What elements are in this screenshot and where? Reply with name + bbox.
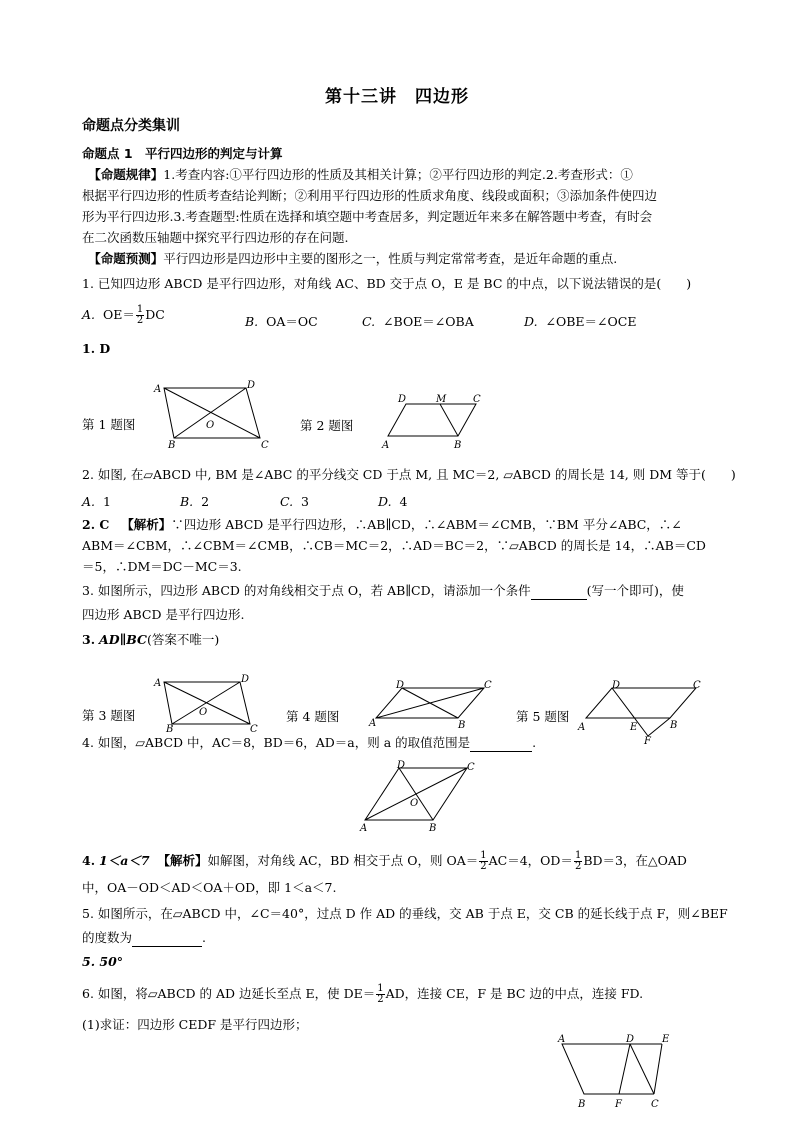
frac-den: 2 [574, 861, 582, 872]
q1-answer: 1. D [82, 341, 111, 356]
q5-stem-text-2: 的度数为 [82, 930, 133, 945]
q2-answer-text-1: ∵四边形 ABCD 是平行四边形，∴AB∥CD，∴∠ABM＝∠CMB，∵BM 平分∠ABC，∴∠ [171, 517, 682, 532]
q3-answer [82, 631, 219, 648]
q6-label-f: F [615, 1099, 622, 1110]
frac-num: 1 [574, 850, 582, 861]
frac-num: 1 [480, 850, 487, 861]
fig3-label-o: O [199, 707, 208, 718]
fig2-label-b: B [454, 440, 462, 451]
q6-label-b: B [578, 1099, 586, 1110]
q3-answer-note: (答案不唯一) [146, 632, 220, 647]
fig5-label: 第 5 题图 [516, 709, 570, 724]
fig4-label-a: A [369, 718, 377, 729]
q3-stem-text-a: 3. 如图所示，四边形 ABCD 的对角线相交于点 O，若 AB∥CD，请添加一个条件 [82, 583, 531, 598]
fig1-label-d: D [247, 380, 256, 391]
q4-fraction-2 [574, 851, 582, 872]
q6-label-a: A [558, 1034, 566, 1045]
q2-answer-num: 2. C [82, 517, 110, 532]
q6-label-d: D [626, 1034, 635, 1045]
q1-option-c-label: C. [362, 314, 376, 329]
fig4-diagram [366, 678, 496, 730]
fig2-segment-bm [440, 404, 458, 436]
guide-line-4: 在二次函数压轴题中探究平行四边形的存在问题. [82, 230, 349, 245]
q4-answer-text-3: BD＝3，在△OAD [583, 853, 687, 868]
q1-option-d [524, 312, 636, 330]
guide-text-1: 1.考查内容:①平行四边形的性质及其相关计算；②平行四边形的判定.2.考查形式：① [163, 167, 633, 182]
q5-answer: 5. 50° [82, 954, 124, 969]
q3-stem-line-2: 四边形 ABCD 是平行四边形. [82, 607, 245, 622]
point-heading: 命题点 1 平行四边形的判定与计算 [82, 146, 283, 161]
q1-option-d-text: ∠OBE＝∠OCE [545, 314, 637, 329]
guide-line-3: 形为平行四边形.3.考查题型:性质在选择和填空题中考查居多，判定题近年来多在解答题中考查，有时会 [82, 209, 653, 224]
fig5-label-d: D [612, 680, 621, 691]
predict-line [82, 250, 617, 267]
q1-option-b [245, 312, 318, 330]
fig2-label-c: C [473, 394, 481, 405]
fig5-label-a: A [578, 722, 586, 733]
q6-stem [82, 984, 643, 1005]
q1-option-c-text: ∠BOE＝∠OBA [383, 314, 474, 329]
q6-label-e: E [662, 1034, 670, 1045]
q4-label-c: C [467, 762, 475, 773]
q2-option-b-text: 2 [201, 494, 210, 509]
fig2-diagram [378, 390, 488, 452]
fig5-diagram [574, 678, 704, 746]
q1-option-c [362, 312, 474, 330]
q4-diagonal-ca [365, 768, 467, 820]
q2-option-b-label: B. [180, 494, 194, 509]
q2-option-d [378, 494, 407, 509]
q2-option-d-text: 4 [399, 494, 408, 509]
fig5-extension-bf [648, 718, 670, 736]
q2-option-a-text: 1 [102, 494, 111, 509]
frac-den: 2 [136, 315, 144, 326]
fig5-label-f: F [644, 736, 651, 746]
q6-stem-text-a: 6. 如图，将▱ABCD 的 AD 边延长至点 E，使 DE＝ [82, 986, 376, 1001]
fig2-label: 第 2 题图 [300, 418, 354, 433]
fig1-label: 第 1 题图 [82, 417, 136, 432]
q1-option-a-fraction [136, 305, 144, 326]
fig5-label-c: C [693, 680, 701, 691]
fig3-label: 第 3 题图 [82, 708, 136, 723]
fig5-parallelogram [586, 688, 696, 718]
q5-stem-line-1: 5. 如图所示，在▱ABCD 中，∠C＝40°，过点 D 作 AD 的垂线，交 AB 于点 E，交 CB 的延长线于点 F，则∠BEF [82, 906, 728, 921]
fig3-diagram [150, 672, 265, 734]
q6-segment-ec [654, 1044, 662, 1094]
q4-stem: 4. 如图，▱ABCD 中，AC＝8，BD＝6，AD＝a，则 a 的取值范围是 . [82, 735, 537, 750]
fig1-diagram [150, 380, 275, 450]
q1-option-a [82, 305, 165, 326]
q6-parallelogram-abcd [562, 1044, 662, 1094]
q3-answer-num: 3. [82, 632, 96, 647]
q4-answer-range: 1＜a＜7 [99, 853, 150, 868]
guide-tag: 【命题规律】 [94, 167, 164, 182]
fig4-label-c: C [484, 680, 492, 691]
predict-tag: 【命题预测】 [94, 251, 164, 266]
q4-label-o: O [410, 798, 419, 809]
q2-option-c-text: 3 [301, 494, 309, 509]
q2-option-d-label: D. [378, 494, 392, 509]
fig1-label-o: O [206, 420, 215, 431]
q1-option-d-label: D. [524, 314, 538, 329]
section-heading: 命题点分类集训 [82, 118, 180, 134]
frac-num: 1 [136, 304, 144, 315]
q4-solution-diagram [355, 758, 485, 836]
guide-line-2: 根据平行四边形的性质考查结论判断；②利用平行四边形的性质求角度、线段或面积；③添加条件使四边 [82, 188, 658, 203]
q1-option-b-text: OA＝OC [266, 314, 318, 329]
q4-label-b: B [429, 823, 437, 834]
guide-line-1 [82, 166, 633, 183]
q4-label-d: D [397, 760, 406, 771]
fig4-label-b: B [458, 720, 466, 730]
frac-den: 2 [480, 861, 487, 872]
q5-stem-line-2: 的度数为 . [82, 930, 206, 945]
frac-den: 2 [377, 994, 384, 1005]
q1-option-a-post: DC [145, 307, 165, 322]
q5-blank [132, 929, 202, 947]
q3-blank [531, 582, 587, 600]
q2-answer-line-2: ABM＝∠CBM，∴∠CBM＝∠CMB，∴CB＝MC＝2，∴AD＝BC＝2，∵▱ABCD 的周长是 14，∴AB＝CD [82, 538, 706, 553]
q2-option-c [280, 494, 309, 509]
q6-part-1: (1)求证：四边形 CEDF 是平行四边形； [82, 1017, 308, 1032]
q4-answer-text-1: 如解图，对角线 AC，BD 相交于点 O，则 OA＝ [207, 853, 479, 868]
q4-stem-text: 4. 如图，▱ABCD 中，AC＝8，BD＝6，AD＝a，则 a 的取值范围是 [82, 735, 471, 750]
fig3-label-a: A [154, 678, 162, 689]
fig4-label-d: D [396, 680, 405, 691]
fig2-parallelogram [388, 404, 476, 436]
q2-option-a-label: A. [82, 494, 96, 509]
fig3-label-b: B [166, 724, 174, 734]
q3-answer-text: AD∥BC [99, 632, 147, 647]
q4-answer-tag: 【解析】 [157, 853, 208, 868]
fig2-label-m: M [436, 394, 447, 405]
fig3-label-c: C [250, 724, 258, 734]
fig1-label-a: A [154, 384, 162, 395]
predict-text: 平行四边形是四边形中主要的图形之一，性质与判定常常考查，是近年命题的重点. [163, 251, 618, 266]
q6-fraction [376, 984, 384, 1005]
q6-segment-dc [630, 1044, 654, 1094]
fig5-label-b: B [670, 720, 678, 731]
q1-option-a-pre: OE＝ [102, 307, 135, 322]
q1-option-a-label: A. [82, 307, 96, 322]
q6-label-c: C [651, 1099, 659, 1110]
q2-answer-line-1 [82, 516, 682, 533]
fig5-label-e: E [630, 722, 638, 733]
q6-stem-text-b: AD，连接 CE，F 是 BC 边的中点，连接 FD. [385, 986, 644, 1001]
q4-blank [470, 734, 532, 752]
q4-answer-line-1 [82, 851, 687, 872]
page-title: 第十三讲 四边形 [325, 87, 469, 107]
fig1-label-c: C [261, 440, 269, 450]
fig4-label: 第 4 题图 [286, 709, 340, 724]
fig2-label-a: A [382, 440, 390, 451]
q1-stem: 1. 已知四边形 ABCD 是平行四边形，对角线 AC、BD 交于点 O，E 是 BC 的中点，以下说法错误的是( ) [82, 276, 692, 291]
q4-label-a: A [360, 823, 368, 834]
frac-num: 1 [377, 983, 384, 994]
fig4-diagonal-ca [376, 688, 484, 718]
q6-diagram [552, 1030, 692, 1112]
q2-option-c-label: C. [280, 494, 294, 509]
q4-answer-text-2: AC＝4，OD＝ [488, 853, 573, 868]
q4-fraction-1 [479, 851, 487, 872]
q2-answer-line-3: ＝5，∴DM＝DC－MC＝3. [82, 559, 242, 574]
q2-stem: 2. 如图, 在▱ABCD 中, BM 是∠ABC 的平分线交 CD 于点 M, 且 MC＝2, ▱ABCD 的周长是 14, 则 DM 等于( ) [82, 467, 736, 482]
fig2-label-d: D [398, 394, 407, 405]
q3-stem-text-b: (写一个即可)，使 [586, 583, 684, 598]
fig1-label-b: B [168, 440, 176, 450]
q3-stem-line-1 [82, 582, 684, 600]
q4-answer-line-2: 中，OA－OD＜AD＜OA＋OD，即 1＜a＜7. [82, 880, 337, 895]
q2-answer-tag: 【解析】 [121, 517, 172, 532]
q2-option-b [180, 494, 209, 509]
q4-answer-num: 4. [82, 853, 96, 868]
q2-option-a [82, 494, 111, 509]
q1-option-b-label: B. [245, 314, 259, 329]
q6-segment-df [619, 1044, 630, 1094]
fig3-label-d: D [241, 674, 250, 685]
